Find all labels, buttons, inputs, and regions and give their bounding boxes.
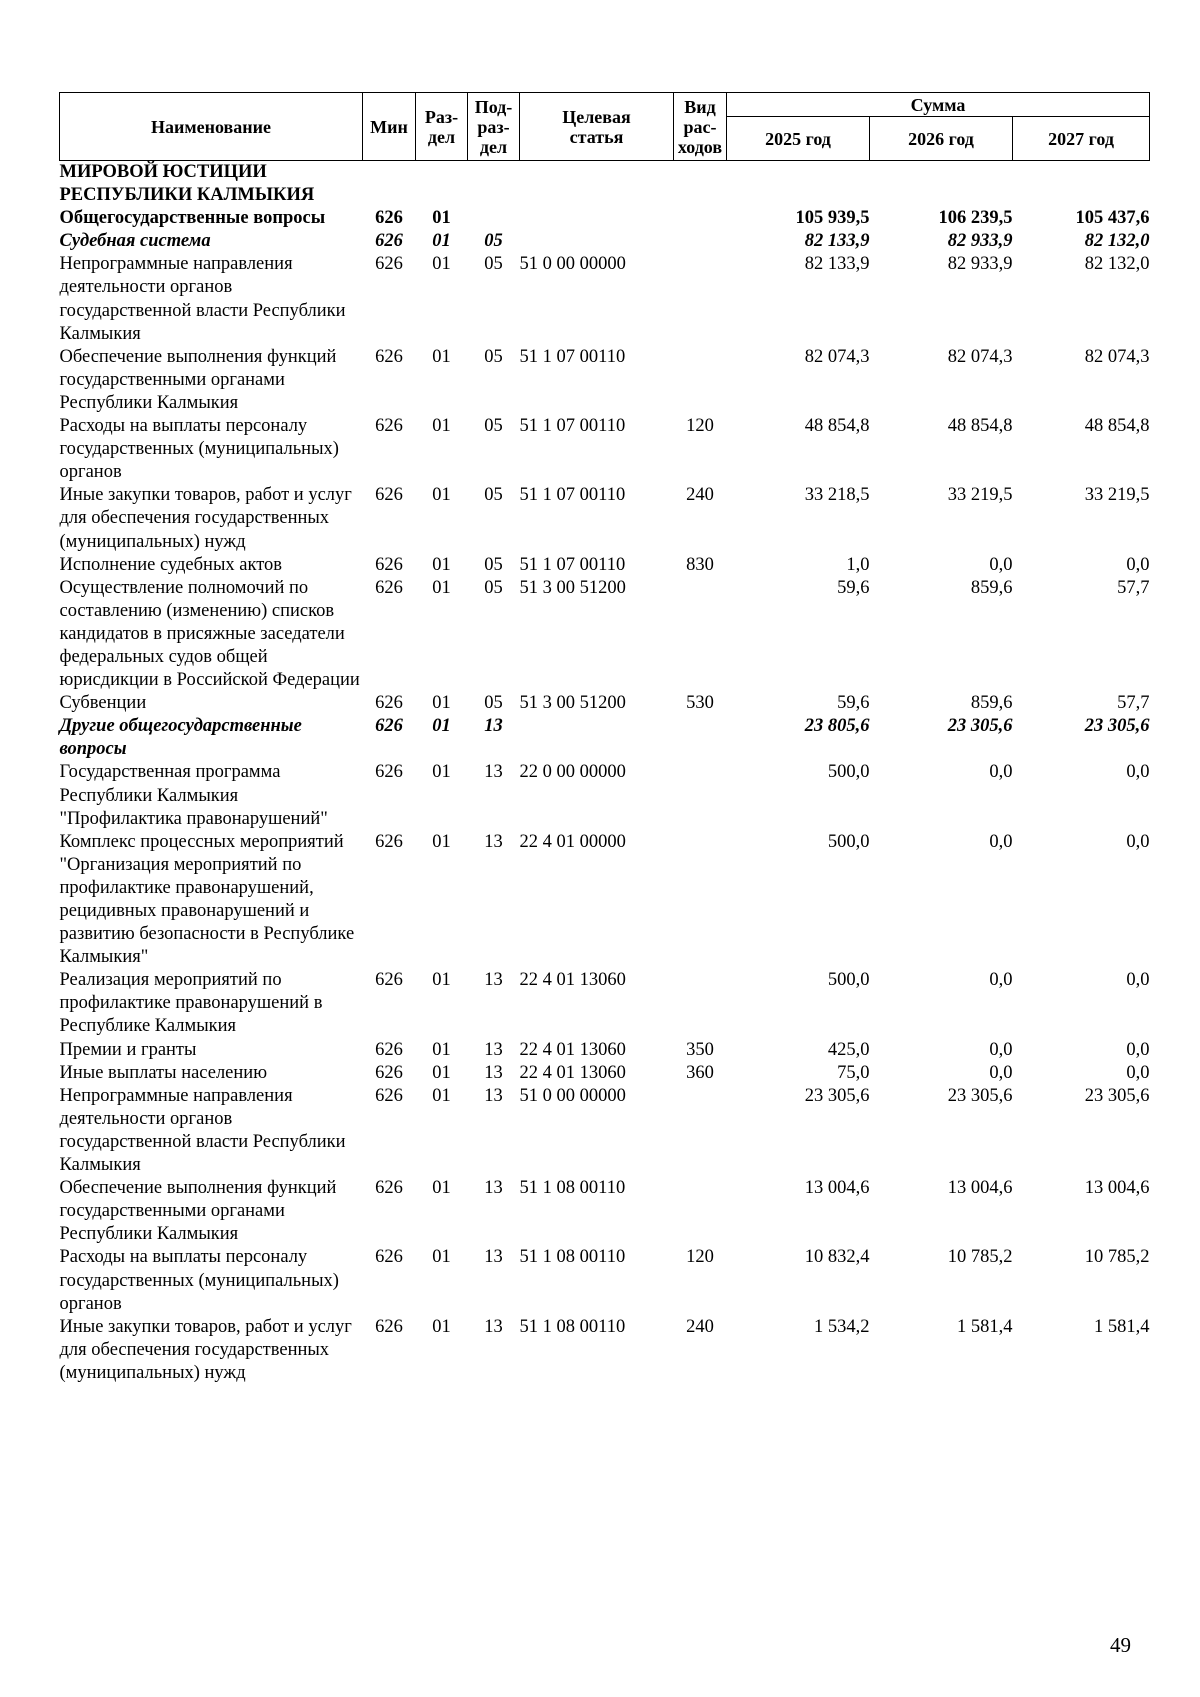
row-name: МИРОВОЙ ЮСТИЦИИ РЕСПУБЛИКИ КАЛМЫКИЯ	[59, 162, 315, 206]
row-razdel: 01	[432, 1178, 451, 1199]
row-podrazdel: 13	[484, 1316, 503, 1337]
header-year-2025: 2025 год	[727, 117, 870, 161]
row-min: 626	[375, 831, 403, 852]
row-sum-2025: 82 074,3	[804, 346, 870, 367]
header-podrazdel: Под- раз- дел	[468, 93, 520, 161]
row-min: 626	[375, 1247, 403, 1268]
header-razdel: Раз- дел	[416, 93, 468, 161]
row-razdel: 01	[432, 970, 451, 991]
table-row	[60, 715, 1150, 761]
row-vid-rashodov	[674, 230, 727, 253]
row-sum-2026: 1 581,4	[957, 1316, 1013, 1337]
row-name: Другие общегосударственные вопросы	[59, 716, 302, 760]
row-sum-2026: 33 219,5	[947, 485, 1013, 506]
table-row	[60, 1062, 1150, 1085]
row-tselevaya-statya: 51 3 00 51200	[519, 693, 626, 714]
row-sum-2027: 0,0	[1126, 554, 1150, 575]
row-sum-2027: 0,0	[1126, 1062, 1150, 1083]
row-sum-2026: 23 305,6	[947, 1085, 1013, 1106]
row-sum-2026: 82 074,3	[947, 346, 1013, 367]
row-sum-2026: 0,0	[989, 554, 1013, 575]
header-tselevaya-statya: Целевая статья	[520, 93, 674, 161]
row-sum-2027: 33 219,5	[1084, 485, 1150, 506]
row-min: 626	[375, 1039, 403, 1060]
row-sum-2025: 75,0	[837, 1062, 870, 1083]
row-vid-rashodov: 360	[686, 1062, 714, 1083]
table-row	[60, 761, 1150, 830]
row-sum-2025: 82 133,9	[804, 231, 870, 252]
row-sum-2025: 500,0	[827, 831, 870, 852]
row-podrazdel: 13	[484, 1039, 503, 1060]
row-sum-2025: 23 805,6	[804, 716, 870, 737]
row-name: Осуществление полномочий по составлению (изменению) списков кандидатов в присяжные заседатели федеральных судов общей юрисдикции в Российской Федерации	[59, 577, 360, 691]
header-year-2026: 2026 год	[870, 117, 1013, 161]
row-razdel: 01	[432, 762, 451, 783]
row-min: 626	[375, 485, 403, 506]
row-vid-rashodov	[674, 969, 727, 1038]
row-name: Иные закупки товаров, работ и услуг для обеспечения государственных (муниципальных) нужд	[59, 485, 352, 552]
row-tselevaya-statya: 22 4 01 13060	[519, 970, 626, 991]
row-name: Иные закупки товаров, работ и услуг для обеспечения государственных (муниципальных) нужд	[59, 1316, 352, 1383]
document-page	[59, 92, 1149, 1385]
row-razdel	[416, 161, 468, 208]
row-tselevaya-statya: 51 1 08 00110	[519, 1247, 626, 1268]
row-vid-rashodov	[674, 1177, 727, 1246]
table-body	[60, 161, 1150, 1385]
row-podrazdel: 13	[484, 1178, 503, 1199]
header-name: Наименование	[60, 93, 363, 161]
row-razdel: 01	[432, 1062, 451, 1083]
table-row	[60, 554, 1150, 577]
row-name: Судебная система	[59, 231, 211, 252]
row-razdel: 01	[432, 1316, 451, 1337]
row-min: 626	[375, 716, 403, 737]
row-podrazdel: 05	[484, 693, 503, 714]
table-row	[60, 1316, 1150, 1385]
row-min: 626	[375, 970, 403, 991]
row-razdel: 01	[432, 231, 451, 252]
row-sum-2025	[727, 161, 870, 208]
row-razdel: 01	[432, 1085, 451, 1106]
row-podrazdel: 05	[484, 416, 503, 437]
row-vid-rashodov	[674, 831, 727, 970]
row-tselevaya-statya	[520, 230, 674, 253]
table-row	[60, 969, 1150, 1038]
row-podrazdel: 13	[484, 716, 503, 737]
row-sum-2026: 23 305,6	[947, 716, 1013, 737]
table-row	[60, 207, 1150, 230]
row-min: 626	[375, 208, 403, 229]
row-podrazdel: 13	[484, 831, 503, 852]
row-sum-2026: 106 239,5	[938, 208, 1013, 229]
row-sum-2025: 1,0	[846, 554, 870, 575]
header-vid-rashodov: Вид рас- ходов	[674, 93, 727, 161]
row-name: Иные выплаты населению	[59, 1062, 268, 1083]
row-razdel: 01	[432, 831, 451, 852]
row-name: Государственная программа Республики Калмыкия "Профилактика правонарушений"	[59, 762, 328, 829]
row-podrazdel: 13	[484, 1247, 503, 1268]
table-row	[60, 831, 1150, 970]
row-tselevaya-statya: 22 4 01 00000	[519, 831, 626, 852]
row-razdel: 01	[432, 208, 451, 229]
row-vid-rashodov	[674, 715, 727, 761]
row-vid-rashodov: 120	[686, 416, 714, 437]
row-sum-2026: 48 854,8	[947, 416, 1013, 437]
row-min: 626	[375, 231, 403, 252]
row-vid-rashodov	[674, 253, 727, 345]
row-sum-2025: 59,6	[837, 577, 870, 598]
row-podrazdel	[468, 161, 520, 208]
row-name: Реализация мероприятий по профилактике правонарушений в Республике Калмыкия	[59, 970, 323, 1037]
row-sum-2026: 0,0	[989, 1062, 1013, 1083]
row-sum-2027: 57,7	[1117, 577, 1150, 598]
row-podrazdel: 05	[484, 231, 503, 252]
row-podrazdel: 05	[484, 554, 503, 575]
row-sum-2027: 10 785,2	[1084, 1247, 1150, 1268]
row-tselevaya-statya: 51 3 00 51200	[519, 577, 626, 598]
header-year-2027: 2027 год	[1013, 117, 1150, 161]
row-sum-2027: 0,0	[1126, 762, 1150, 783]
row-podrazdel	[468, 207, 520, 230]
row-tselevaya-statya: 22 4 01 13060	[519, 1039, 626, 1060]
row-sum-2026	[870, 161, 1013, 208]
row-min: 626	[375, 577, 403, 598]
row-tselevaya-statya: 22 4 01 13060	[519, 1062, 626, 1083]
row-razdel: 01	[432, 693, 451, 714]
row-name: Обеспечение выполнения функций государственными органами Республики Калмыкия	[59, 346, 337, 413]
row-sum-2027: 105 437,6	[1075, 208, 1150, 229]
row-sum-2025: 1 534,2	[814, 1316, 870, 1337]
table-row	[60, 577, 1150, 692]
row-sum-2025: 23 305,6	[804, 1085, 870, 1106]
row-podrazdel: 13	[484, 762, 503, 783]
table-row	[60, 415, 1150, 484]
row-sum-2025: 13 004,6	[804, 1178, 870, 1199]
table-row	[60, 253, 1150, 345]
row-name: Исполнение судебных актов	[59, 554, 283, 575]
row-podrazdel: 05	[484, 577, 503, 598]
row-podrazdel: 05	[484, 346, 503, 367]
row-sum-2025: 425,0	[827, 1039, 870, 1060]
row-sum-2025: 48 854,8	[804, 416, 870, 437]
row-tselevaya-statya: 51 1 07 00110	[519, 346, 626, 367]
row-sum-2026: 82 933,9	[947, 254, 1013, 275]
row-vid-rashodov	[674, 761, 727, 830]
budget-table	[59, 92, 1150, 1385]
table-row	[60, 484, 1150, 553]
row-min: 626	[375, 1062, 403, 1083]
row-min: 626	[375, 1178, 403, 1199]
row-min: 626	[375, 693, 403, 714]
row-sum-2027: 0,0	[1126, 831, 1150, 852]
row-podrazdel: 13	[484, 970, 503, 991]
row-sum-2027: 82 132,0	[1084, 231, 1150, 252]
row-razdel: 01	[432, 346, 451, 367]
row-tselevaya-statya: 51 1 08 00110	[519, 1178, 626, 1199]
row-vid-rashodov	[674, 161, 727, 208]
table-row	[60, 1039, 1150, 1062]
row-sum-2026: 10 785,2	[947, 1247, 1013, 1268]
table-row	[60, 346, 1150, 415]
row-vid-rashodov	[674, 1085, 727, 1177]
row-tselevaya-statya: 51 1 07 00110	[519, 554, 626, 575]
row-min: 626	[375, 254, 403, 275]
page-number: 49	[1110, 1633, 1131, 1657]
row-vid-rashodov	[674, 577, 727, 692]
row-tselevaya-statya	[520, 161, 674, 208]
row-sum-2027: 13 004,6	[1084, 1178, 1150, 1199]
row-podrazdel: 05	[484, 254, 503, 275]
table-row	[60, 1246, 1150, 1315]
row-name: Комплекс процессных мероприятий "Организация мероприятий по профилактике правонарушений, рецидивных правонарушений и развитию безопасности в Республике Калмыкия"	[59, 831, 355, 968]
row-sum-2026: 0,0	[989, 831, 1013, 852]
row-podrazdel: 05	[484, 485, 503, 506]
row-name: Общегосударственные вопросы	[59, 208, 326, 229]
row-tselevaya-statya	[520, 207, 674, 230]
row-name: Расходы на выплаты персоналу государственных (муниципальных) органов	[59, 416, 339, 483]
row-vid-rashodov: 240	[686, 485, 714, 506]
row-sum-2025: 82 133,9	[804, 254, 870, 275]
row-sum-2026: 82 933,9	[947, 231, 1013, 252]
row-sum-2025: 500,0	[827, 970, 870, 991]
row-razdel: 01	[432, 254, 451, 275]
header-min: Мин	[363, 93, 416, 161]
row-min	[363, 161, 416, 208]
row-sum-2025: 33 218,5	[804, 485, 870, 506]
row-name: Субвенции	[59, 693, 147, 714]
row-sum-2027: 0,0	[1126, 970, 1150, 991]
row-sum-2027: 57,7	[1117, 693, 1150, 714]
row-min: 626	[375, 1316, 403, 1337]
row-min: 626	[375, 346, 403, 367]
row-tselevaya-statya: 51 0 00 00000	[519, 254, 626, 275]
row-sum-2027: 23 305,6	[1084, 1085, 1150, 1106]
row-podrazdel: 13	[484, 1062, 503, 1083]
row-vid-rashodov: 240	[686, 1316, 714, 1337]
row-razdel: 01	[432, 1039, 451, 1060]
header-summa: Сумма	[727, 93, 1150, 117]
row-razdel: 01	[432, 716, 451, 737]
table-row	[60, 230, 1150, 253]
table-header	[60, 93, 1150, 161]
row-tselevaya-statya: 22 0 00 00000	[519, 762, 626, 783]
row-sum-2027	[1013, 161, 1150, 208]
row-sum-2026: 0,0	[989, 970, 1013, 991]
row-sum-2026: 859,6	[970, 693, 1013, 714]
row-sum-2025: 10 832,4	[804, 1247, 870, 1268]
row-tselevaya-statya: 51 1 07 00110	[519, 485, 626, 506]
table-row	[60, 161, 1150, 208]
row-name: Расходы на выплаты персоналу государственных (муниципальных) органов	[59, 1247, 339, 1314]
row-vid-rashodov: 350	[686, 1039, 714, 1060]
row-tselevaya-statya: 51 1 08 00110	[519, 1316, 626, 1337]
row-sum-2025: 59,6	[837, 693, 870, 714]
row-name: Обеспечение выполнения функций государственными органами Республики Калмыкия	[59, 1178, 337, 1245]
row-min: 626	[375, 762, 403, 783]
table-row	[60, 692, 1150, 715]
row-sum-2026: 0,0	[989, 1039, 1013, 1060]
row-podrazdel: 13	[484, 1085, 503, 1106]
row-vid-rashodov: 830	[686, 554, 714, 575]
row-min: 626	[375, 554, 403, 575]
row-razdel: 01	[432, 416, 451, 437]
row-min: 626	[375, 416, 403, 437]
row-sum-2026: 0,0	[989, 762, 1013, 783]
row-tselevaya-statya	[520, 715, 674, 761]
table-row	[60, 1085, 1150, 1177]
row-vid-rashodov	[674, 207, 727, 230]
row-vid-rashodov: 530	[686, 693, 714, 714]
row-name: Премии и гранты	[59, 1039, 197, 1060]
row-sum-2027: 48 854,8	[1084, 416, 1150, 437]
row-sum-2026: 13 004,6	[947, 1178, 1013, 1199]
row-sum-2025: 500,0	[827, 762, 870, 783]
row-razdel: 01	[432, 554, 451, 575]
row-name: Непрограммные направления деятельности органов государственной власти Республики Калмыкия	[59, 254, 346, 344]
row-sum-2027: 1 581,4	[1094, 1316, 1150, 1337]
row-tselevaya-statya: 51 1 07 00110	[519, 416, 626, 437]
row-vid-rashodov	[674, 346, 727, 415]
row-sum-2027: 82 074,3	[1084, 346, 1150, 367]
row-razdel: 01	[432, 577, 451, 598]
row-sum-2027: 82 132,0	[1084, 254, 1150, 275]
row-sum-2027: 0,0	[1126, 1039, 1150, 1060]
row-sum-2026: 859,6	[970, 577, 1013, 598]
row-sum-2025: 105 939,5	[795, 208, 870, 229]
row-vid-rashodov: 120	[686, 1247, 714, 1268]
row-name: Непрограммные направления деятельности органов государственной власти Республики Калмыкия	[59, 1085, 346, 1176]
table-row	[60, 1177, 1150, 1246]
row-sum-2027: 23 305,6	[1084, 716, 1150, 737]
row-razdel: 01	[432, 1247, 451, 1268]
row-min: 626	[375, 1085, 403, 1106]
row-tselevaya-statya: 51 0 00 00000	[519, 1085, 626, 1106]
row-razdel: 01	[432, 485, 451, 506]
